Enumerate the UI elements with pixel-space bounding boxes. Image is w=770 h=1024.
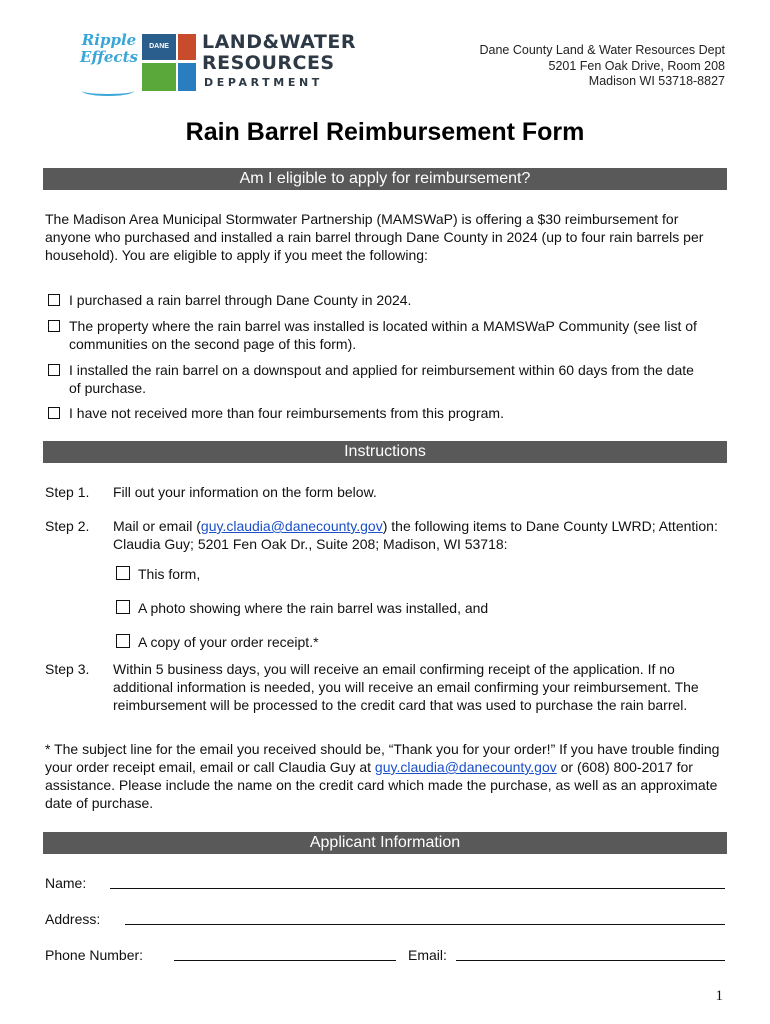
step-3-label: Step 3.	[45, 661, 90, 677]
logo-title-line2: RESOURCES	[202, 52, 335, 74]
step-2-checkbox-1[interactable]	[116, 566, 130, 580]
address-line-3: Madison WI 53718-8827	[588, 74, 725, 88]
step-2-checkbox-3[interactable]	[116, 634, 130, 648]
eligibility-checkbox-3[interactable]	[48, 364, 60, 376]
logo-title-line1: LAND&WATER	[202, 31, 356, 53]
step-2-item-2-text: A photo showing where the rain barrel was installed, and	[138, 600, 489, 616]
logo-department: DEPARTMENT	[204, 76, 323, 89]
note-suffix: or (608) 800-2017 for assistance. Please include the name on the credit card which made the purchase, as well as an approximate date of purchase.	[45, 759, 718, 811]
ripple-effects-logo	[80, 32, 138, 94]
eligibility-checkbox-2[interactable]	[48, 320, 60, 332]
eligibility-item-4	[48, 404, 728, 422]
applicant-heading: Applicant Information	[43, 832, 727, 854]
email-field[interactable]	[456, 960, 725, 961]
address-line-1: Dane County Land & Water Resources Dept	[479, 43, 725, 57]
eligibility-checkbox-1[interactable]	[48, 294, 60, 306]
leaf-icon	[142, 63, 176, 91]
step-1-text: Fill out your information on the form below.	[113, 484, 377, 500]
step-2-prefix: Mail or email (	[113, 518, 201, 534]
eligibility-intro: The Madison Area Municipal Stormwater Partnership (MAMSWaP) is offering a $30 reimbursement for anyone who purchased and installed a rain barrel through Dane County in 2024 (up to four rain barrels per household). You are eligible to apply if you meet the following:	[45, 211, 704, 263]
step-3-text: Within 5 business days, you will receive an email confirming receipt of the application. If no additional information is needed, you will receive an email confirming your reimbursement. The reimbursement will be processed to the credit card that was used to purchase the rain barrel.	[113, 661, 699, 713]
eligibility-heading: Am I eligible to apply for reimbursement?	[43, 168, 727, 190]
eligibility-item-4-text: I have not received more than four reimbursements from this program.	[69, 405, 504, 421]
step-2-item-1-text: This form,	[138, 566, 201, 582]
ripple-effects-text: Ripple Effects	[80, 31, 138, 66]
page-number: 1	[715, 988, 723, 1004]
department-logo	[80, 30, 356, 94]
page-title: Rain Barrel Reimbursement Form	[185, 118, 585, 146]
phone-label: Phone Number:	[45, 947, 144, 963]
department-address	[480, 43, 726, 90]
eligibility-item-3	[48, 361, 728, 397]
step-2-label: Step 2.	[45, 518, 90, 534]
step-2-checkbox-2[interactable]	[116, 600, 130, 614]
order-receipt-note	[45, 740, 725, 812]
name-field[interactable]	[110, 888, 725, 889]
dane-county-badge: DANE	[142, 34, 176, 60]
name-label: Name:	[45, 875, 87, 891]
step-2-item-3-text: A copy of your order receipt.*	[138, 634, 319, 650]
step-2-item-1	[116, 565, 200, 583]
eligibility-item-2	[48, 317, 728, 353]
address-field[interactable]	[125, 924, 725, 925]
note-email-link[interactable]: guy.claudia@danecounty.gov	[374, 759, 557, 775]
eligibility-item-1-text: I purchased a rain barrel through Dane County in 2024.	[69, 292, 412, 308]
address-line-2: 5201 Fen Oak Drive, Room 208	[548, 58, 725, 73]
note-prefix: * The subject line for the email you received should be, “Thank you for your order!” If you have trouble finding your order receipt email, email or call Claudia Guy at	[45, 741, 720, 775]
capitol-building-icon	[178, 34, 196, 60]
step-2-suffix: ) the following items to Dane County LWRD; Attention: Claudia Guy; 5201 Fen Oak Dr., Suite 208; Madison, WI 53718:	[113, 518, 718, 552]
step-1-label: Step 1.	[45, 484, 90, 500]
water-drop-icon	[178, 63, 196, 91]
water-ripple-icon	[82, 86, 134, 96]
eligibility-checkbox-4[interactable]	[48, 407, 60, 419]
email-label: Email:	[408, 947, 447, 963]
address-label: Address:	[45, 911, 101, 927]
step-2-item-3	[116, 633, 319, 651]
step-2-email-link[interactable]: guy.claudia@danecounty.gov	[200, 518, 383, 534]
step-2-item-2	[116, 599, 488, 617]
eligibility-item-1	[48, 291, 728, 309]
eligibility-item-3-text: I installed the rain barrel on a downspout and applied for reimbursement within 60 days from the date of purchase.	[69, 362, 694, 396]
step-2-text	[113, 517, 725, 553]
logo-title	[202, 32, 356, 74]
phone-field[interactable]	[174, 960, 396, 961]
eligibility-item-2-text: The property where the rain barrel was installed is located within a MAMSWaP Community (see list of communities on the second page of this form).	[69, 318, 697, 352]
instructions-heading: Instructions	[43, 441, 727, 463]
